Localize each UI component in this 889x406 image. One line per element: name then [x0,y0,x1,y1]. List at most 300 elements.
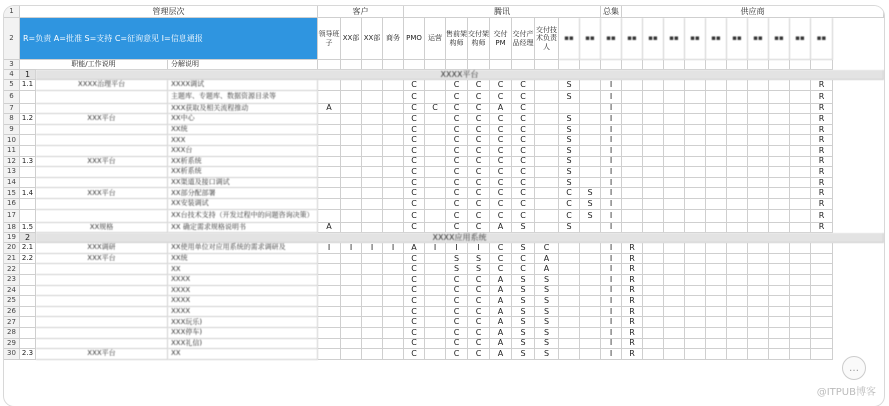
raci-cell[interactable]: C [468,178,490,189]
raci-cell[interactable] [425,157,446,168]
raci-cell[interactable] [664,114,685,125]
raci-cell[interactable]: S [512,328,535,339]
raci-cell[interactable] [318,210,341,223]
raci-cell[interactable] [727,223,748,234]
raci-cell[interactable]: R [622,339,643,350]
raci-cell[interactable] [535,223,559,234]
raci-cell[interactable]: C [490,114,512,125]
row-number[interactable]: 4 [4,70,20,80]
item-id[interactable] [20,275,36,286]
raci-cell[interactable] [811,317,833,328]
raci-cell[interactable] [383,146,404,157]
raci-cell[interactable]: C [446,114,468,125]
raci-cell[interactable] [559,349,580,360]
raci-cell[interactable] [341,275,362,286]
raci-cell[interactable] [769,286,790,297]
empty-cell[interactable] [383,60,404,70]
raci-cell[interactable]: R [811,199,833,210]
row-number[interactable]: 8 [4,114,20,125]
raci-cell[interactable]: I [601,167,622,178]
raci-cell[interactable] [727,210,748,223]
raci-cell[interactable] [769,307,790,318]
raci-cell[interactable] [790,243,811,254]
item-detail[interactable]: XX 确定需求规格说明书 [168,223,318,234]
raci-cell[interactable] [362,146,383,157]
raci-cell[interactable] [341,286,362,297]
raci-cell[interactable]: C [490,199,512,210]
raci-cell[interactable]: C [404,275,425,286]
raci-cell[interactable] [383,317,404,328]
raci-cell[interactable]: C [490,243,512,254]
raci-cell[interactable]: C [404,317,425,328]
header-duty[interactable]: 职能/工作说明 [20,60,168,70]
raci-cell[interactable]: C [446,223,468,234]
raci-cell[interactable] [318,80,341,91]
raci-cell[interactable]: C [468,286,490,297]
row-number[interactable]: 12 [4,157,20,168]
raci-cell[interactable] [769,80,790,91]
raci-cell[interactable]: C [490,178,512,189]
raci-cell[interactable] [664,243,685,254]
raci-cell[interactable]: C [468,125,490,136]
raci-cell[interactable] [664,339,685,350]
raci-cell[interactable] [727,167,748,178]
raci-cell[interactable] [664,328,685,339]
raci-cell[interactable] [362,178,383,189]
raci-cell[interactable] [643,104,664,115]
raci-cell[interactable] [580,296,601,307]
raci-cell[interactable]: A [318,223,341,234]
item-name[interactable] [36,275,168,286]
item-detail[interactable]: XXXX [168,275,318,286]
empty-cell[interactable] [685,60,706,70]
raci-cell[interactable] [425,167,446,178]
raci-cell[interactable]: S [535,275,559,286]
raci-cell[interactable] [318,264,341,275]
item-detail[interactable]: XXX台 [168,146,318,157]
section-id[interactable]: 1 [20,70,36,80]
raci-cell[interactable]: I [601,135,622,146]
raci-cell[interactable] [341,210,362,223]
raci-cell[interactable]: S [512,349,535,360]
raci-cell[interactable] [769,264,790,275]
item-id[interactable] [20,135,36,146]
raci-cell[interactable]: C [446,296,468,307]
raci-cell[interactable] [664,167,685,178]
raci-cell[interactable]: A [490,275,512,286]
item-id[interactable]: 1.3 [20,157,36,168]
column-header[interactable]: 交付产品经理 [512,18,535,60]
raci-cell[interactable] [383,199,404,210]
item-name[interactable]: XXX平台 [36,157,168,168]
raci-cell[interactable] [425,275,446,286]
raci-cell[interactable] [559,104,580,115]
row-number[interactable]: 7 [4,104,20,115]
raci-cell[interactable]: C [468,135,490,146]
item-id[interactable] [20,178,36,189]
raci-cell[interactable] [769,243,790,254]
raci-cell[interactable] [664,307,685,318]
raci-cell[interactable] [643,275,664,286]
raci-cell[interactable] [580,91,601,104]
raci-cell[interactable] [383,104,404,115]
raci-cell[interactable]: C [468,167,490,178]
raci-cell[interactable]: C [468,104,490,115]
raci-cell[interactable] [425,223,446,234]
raci-cell[interactable] [341,114,362,125]
raci-cell[interactable]: C [512,199,535,210]
raci-cell[interactable]: I [601,188,622,199]
raci-cell[interactable] [383,188,404,199]
raci-cell[interactable] [790,188,811,199]
raci-cell[interactable] [706,114,727,125]
column-header[interactable]: 售前架构师 [446,18,468,60]
raci-cell[interactable]: C [404,135,425,146]
item-name[interactable] [36,328,168,339]
raci-cell[interactable] [706,296,727,307]
item-detail[interactable]: XXX礼信) [168,339,318,350]
raci-cell[interactable] [318,146,341,157]
raci-cell[interactable] [769,167,790,178]
item-id[interactable]: 1.2 [20,114,36,125]
raci-cell[interactable] [727,286,748,297]
raci-cell[interactable]: C [446,210,468,223]
row-number[interactable]: 1 [4,6,20,18]
raci-cell[interactable]: C [446,307,468,318]
raci-cell[interactable] [318,349,341,360]
item-detail[interactable]: XX [168,264,318,275]
raci-cell[interactable]: C [468,91,490,104]
raci-cell[interactable] [685,167,706,178]
raci-cell[interactable] [383,254,404,265]
raci-cell[interactable] [664,199,685,210]
raci-cell[interactable] [811,286,833,297]
raci-cell[interactable] [580,307,601,318]
raci-cell[interactable]: I [601,243,622,254]
raci-cell[interactable]: C [446,135,468,146]
item-name[interactable] [36,135,168,146]
raci-cell[interactable] [622,135,643,146]
raci-cell[interactable] [643,80,664,91]
item-id[interactable] [20,264,36,275]
raci-cell[interactable] [383,286,404,297]
raci-cell[interactable] [748,199,769,210]
raci-cell[interactable] [790,80,811,91]
raci-cell[interactable] [685,307,706,318]
raci-cell[interactable]: S [559,114,580,125]
raci-cell[interactable]: C [468,296,490,307]
item-detail[interactable]: XXX玩乐) [168,317,318,328]
item-detail[interactable]: XX台技术支持（开发过程中的问题咨询决策） [168,210,318,223]
raci-cell[interactable] [769,210,790,223]
raci-cell[interactable] [622,199,643,210]
raci-cell[interactable] [362,114,383,125]
empty-cell[interactable] [490,60,512,70]
raci-cell[interactable] [362,349,383,360]
raci-cell[interactable] [664,296,685,307]
empty-cell[interactable] [512,60,535,70]
raci-cell[interactable]: R [811,223,833,234]
raci-cell[interactable]: C [468,146,490,157]
row-number[interactable]: 14 [4,178,20,189]
raci-cell[interactable] [769,135,790,146]
raci-cell[interactable]: S [468,264,490,275]
raci-cell[interactable]: R [811,91,833,104]
raci-cell[interactable]: C [468,114,490,125]
raci-cell[interactable] [790,223,811,234]
raci-cell[interactable] [362,275,383,286]
raci-cell[interactable] [790,199,811,210]
raci-cell[interactable] [622,125,643,136]
raci-cell[interactable] [727,188,748,199]
raci-cell[interactable] [811,328,833,339]
raci-cell[interactable]: S [535,328,559,339]
raci-cell[interactable] [748,349,769,360]
raci-cell[interactable]: S [512,339,535,350]
raci-cell[interactable] [748,339,769,350]
raci-cell[interactable] [769,178,790,189]
raci-cell[interactable] [769,125,790,136]
row-number[interactable]: 21 [4,254,20,265]
raci-cell[interactable]: C [425,104,446,115]
raci-cell[interactable]: R [622,349,643,360]
raci-cell[interactable] [664,275,685,286]
raci-cell[interactable] [748,114,769,125]
raci-cell[interactable] [535,188,559,199]
item-name[interactable] [36,167,168,178]
raci-cell[interactable] [664,80,685,91]
raci-cell[interactable] [643,91,664,104]
empty-cell[interactable] [790,60,811,70]
raci-cell[interactable] [664,157,685,168]
raci-cell[interactable] [341,199,362,210]
section-title[interactable]: XXXX应用系统 [36,233,884,243]
raci-cell[interactable] [706,157,727,168]
raci-cell[interactable]: R [622,254,643,265]
raci-cell[interactable] [318,296,341,307]
raci-cell[interactable] [535,135,559,146]
raci-cell[interactable] [341,188,362,199]
raci-cell[interactable]: A [490,307,512,318]
empty-cell[interactable] [769,60,790,70]
raci-cell[interactable] [383,178,404,189]
raci-cell[interactable]: C [468,307,490,318]
column-header[interactable]: 交付架构师 [468,18,490,60]
raci-cell[interactable]: R [622,264,643,275]
raci-cell[interactable]: C [446,146,468,157]
raci-cell[interactable]: C [468,188,490,199]
raci-cell[interactable] [318,317,341,328]
raci-cell[interactable]: I [601,296,622,307]
raci-cell[interactable] [748,286,769,297]
raci-cell[interactable]: S [580,188,601,199]
raci-cell[interactable] [790,104,811,115]
raci-cell[interactable] [685,349,706,360]
raci-cell[interactable] [706,328,727,339]
column-header[interactable]: ▪▪ [811,18,833,60]
raci-cell[interactable]: R [811,135,833,146]
raci-cell[interactable] [362,339,383,350]
item-name[interactable] [36,104,168,115]
column-header[interactable]: XX部 [341,18,362,60]
raci-cell[interactable] [580,80,601,91]
raci-cell[interactable] [318,91,341,104]
column-header[interactable]: ▪▪ [769,18,790,60]
raci-cell[interactable]: I [601,178,622,189]
raci-cell[interactable] [685,275,706,286]
raci-cell[interactable] [727,178,748,189]
raci-cell[interactable]: C [490,167,512,178]
raci-cell[interactable] [622,167,643,178]
column-header[interactable]: PMO [404,18,425,60]
raci-cell[interactable]: I [601,210,622,223]
raci-cell[interactable]: C [512,167,535,178]
column-header[interactable]: ▪▪ [559,18,580,60]
raci-cell[interactable]: I [601,317,622,328]
raci-cell[interactable]: S [535,307,559,318]
raci-cell[interactable] [790,135,811,146]
item-detail[interactable]: XX统 [168,254,318,265]
raci-cell[interactable] [790,125,811,136]
raci-cell[interactable] [664,317,685,328]
raci-cell[interactable] [664,104,685,115]
raci-cell[interactable]: C [404,307,425,318]
item-detail[interactable]: XXX获取及相关流程推动 [168,104,318,115]
raci-cell[interactable]: C [404,188,425,199]
raci-cell[interactable]: C [468,317,490,328]
raci-cell[interactable] [706,223,727,234]
raci-cell[interactable] [580,114,601,125]
raci-cell[interactable] [425,317,446,328]
raci-cell[interactable] [362,317,383,328]
raci-cell[interactable] [559,296,580,307]
raci-cell[interactable]: C [512,80,535,91]
column-header[interactable]: ▪▪ [580,18,601,60]
raci-cell[interactable]: A [490,286,512,297]
item-name[interactable]: XX规格 [36,223,168,234]
row-number[interactable]: 24 [4,286,20,297]
item-name[interactable]: XXXX治理平台 [36,80,168,91]
raci-cell[interactable]: C [490,264,512,275]
raci-cell[interactable] [318,114,341,125]
column-header[interactable]: ▪▪ [622,18,643,60]
raci-cell[interactable] [622,210,643,223]
raci-cell[interactable] [790,317,811,328]
raci-cell[interactable]: S [446,264,468,275]
raci-cell[interactable]: A [490,223,512,234]
raci-cell[interactable]: I [383,243,404,254]
raci-cell[interactable] [643,188,664,199]
raci-cell[interactable] [706,91,727,104]
row-number[interactable]: 29 [4,339,20,350]
raci-cell[interactable] [727,125,748,136]
raci-cell[interactable] [425,339,446,350]
row-number[interactable]: 16 [4,199,20,210]
raci-cell[interactable] [685,339,706,350]
raci-cell[interactable]: I [601,80,622,91]
raci-cell[interactable] [769,254,790,265]
raci-cell[interactable] [643,307,664,318]
empty-cell[interactable] [580,60,601,70]
raci-cell[interactable] [622,104,643,115]
raci-cell[interactable]: R [811,114,833,125]
raci-cell[interactable] [748,296,769,307]
raci-cell[interactable]: S [512,275,535,286]
raci-cell[interactable]: C [512,135,535,146]
raci-cell[interactable] [362,135,383,146]
raci-cell[interactable] [383,328,404,339]
column-header[interactable]: ▪▪ [664,18,685,60]
item-id[interactable] [20,146,36,157]
raci-cell[interactable] [790,275,811,286]
raci-cell[interactable] [685,210,706,223]
raci-cell[interactable] [790,210,811,223]
column-header[interactable]: ▪▪ [727,18,748,60]
raci-cell[interactable]: C [512,125,535,136]
raci-cell[interactable]: I [601,104,622,115]
raci-cell[interactable] [748,125,769,136]
raci-cell[interactable] [425,254,446,265]
raci-cell[interactable]: S [446,254,468,265]
raci-cell[interactable] [383,125,404,136]
raci-cell[interactable]: C [446,349,468,360]
raci-cell[interactable] [622,223,643,234]
raci-cell[interactable]: S [512,307,535,318]
raci-cell[interactable] [706,275,727,286]
item-detail[interactable]: XX使用单位对应用系统的需求调研及 [168,243,318,254]
raci-cell[interactable] [383,264,404,275]
raci-cell[interactable] [706,178,727,189]
raci-cell[interactable] [535,157,559,168]
raci-cell[interactable] [769,296,790,307]
raci-cell[interactable]: C [404,223,425,234]
raci-cell[interactable] [383,223,404,234]
raci-cell[interactable] [622,146,643,157]
raci-cell[interactable] [643,135,664,146]
raci-cell[interactable] [748,104,769,115]
raci-cell[interactable]: S [559,146,580,157]
raci-cell[interactable] [341,254,362,265]
raci-cell[interactable] [727,254,748,265]
raci-cell[interactable] [643,167,664,178]
raci-cell[interactable]: R [811,80,833,91]
raci-cell[interactable]: I [341,243,362,254]
raci-cell[interactable] [425,328,446,339]
raci-cell[interactable]: S [512,296,535,307]
raci-cell[interactable]: A [318,104,341,115]
raci-legend[interactable]: R=负责 A=批准 S=支持 C=征询意见 I=信息通报 [20,18,318,60]
empty-cell[interactable] [535,60,559,70]
raci-cell[interactable] [425,80,446,91]
raci-cell[interactable]: S [559,91,580,104]
raci-cell[interactable]: S [559,167,580,178]
raci-cell[interactable]: R [811,125,833,136]
raci-cell[interactable] [748,328,769,339]
row-number[interactable]: 17 [4,210,20,223]
row-number[interactable]: 20 [4,243,20,254]
raci-cell[interactable] [383,80,404,91]
raci-cell[interactable] [362,167,383,178]
raci-cell[interactable] [425,199,446,210]
raci-cell[interactable] [643,328,664,339]
raci-cell[interactable]: I [601,349,622,360]
raci-cell[interactable] [664,286,685,297]
raci-cell[interactable] [535,80,559,91]
raci-cell[interactable] [769,104,790,115]
raci-cell[interactable]: R [622,275,643,286]
raci-cell[interactable] [685,254,706,265]
raci-cell[interactable]: C [490,254,512,265]
